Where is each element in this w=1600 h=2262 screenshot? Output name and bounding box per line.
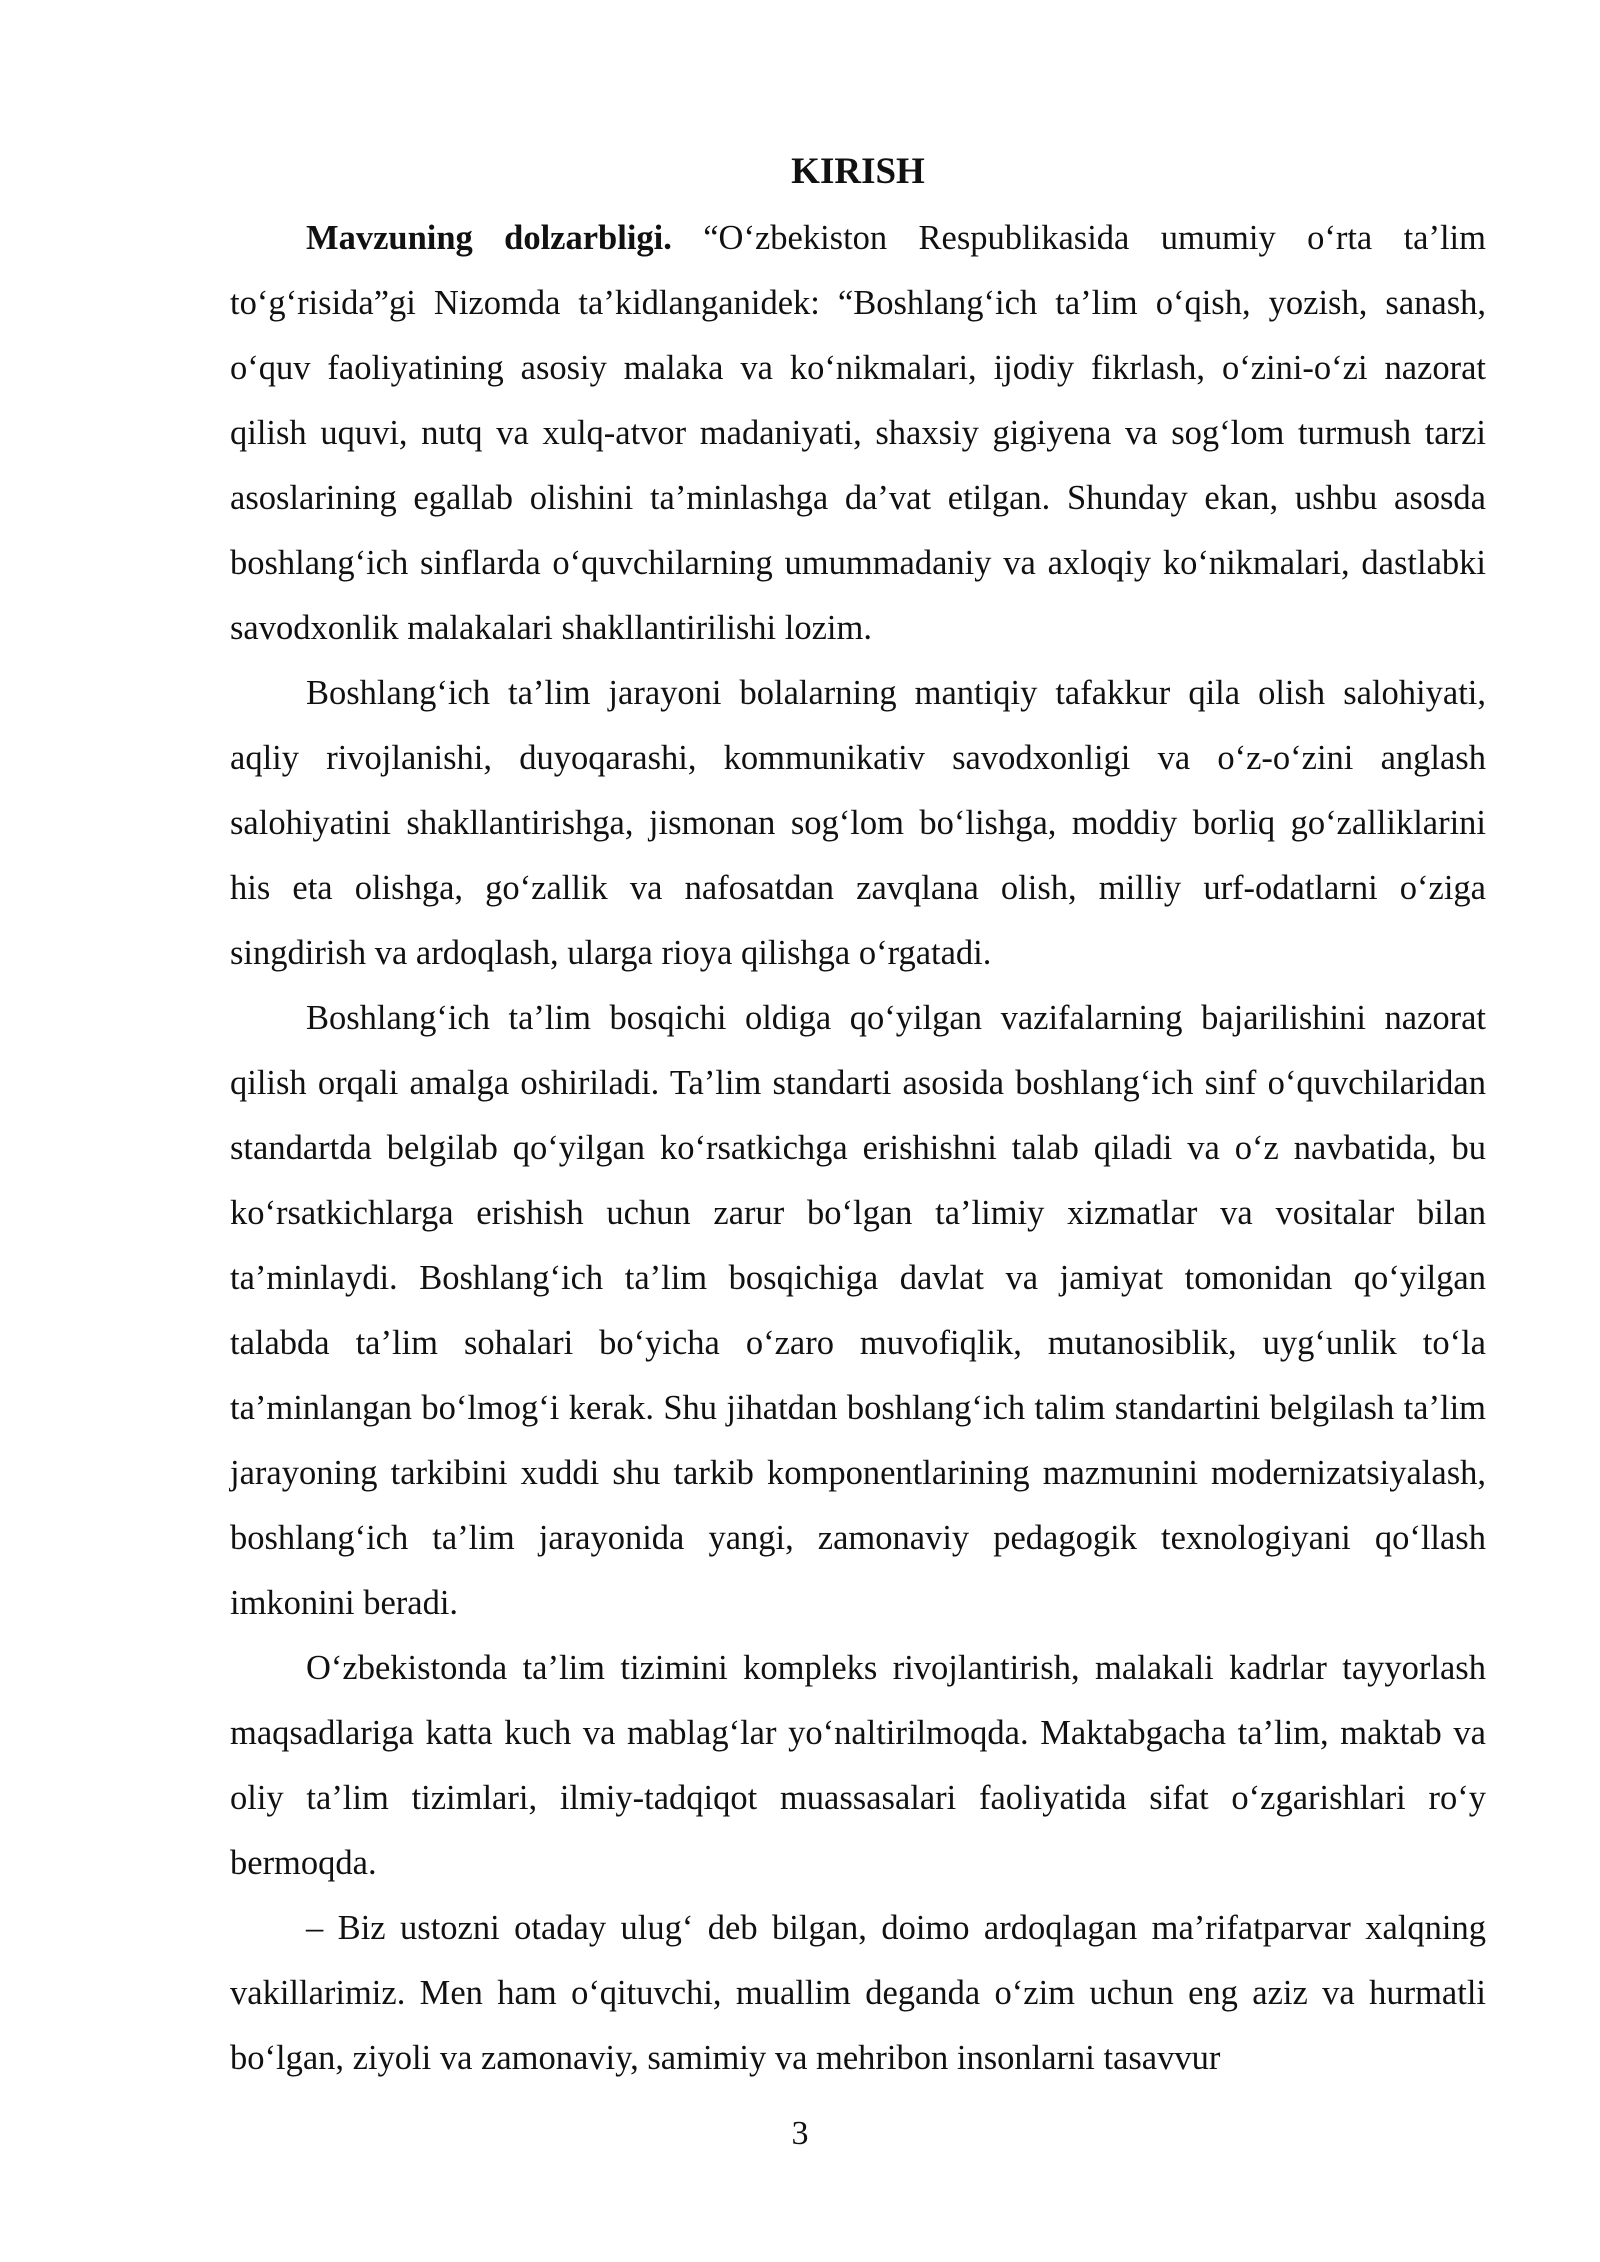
paragraph-intro bbox=[230, 206, 1486, 661]
paragraph-intro-text: “O‘zbekiston Respublikasida umumiy o‘rta ta’lim to‘g‘risida”gi Nizomda ta’kidlanganidek: “Boshlang‘ich ta’lim o‘qish, yozish, sanash, o‘quv faoliyatining asosiy malaka va ko‘nikmalari, ijodiy fikrlash, o‘zini-o‘zi nazorat qilish uquvi, nutq va xulq-atvor madaniyati, shaxsiy gigiyena va sog‘lom turmush tarzi asoslarining egallab olishini ta’minlashga da’vat etilgan. Shunday ekan, ushbu asosda boshlang‘ich sinflarda o‘quvchilarning umummadaniy va axloqiy ko‘nikmalari, dastlabki savodxonlik malakalari shakllantirilishi lozim. bbox=[230, 219, 1486, 647]
paragraph-1: Boshlang‘ich ta’lim jarayoni bolalarning mantiqiy tafakkur qila olish salohiyati, aqliy rivojlanishi, duyoqarashi, kommunikativ savodxonligi va o‘z-o‘zini anglash salohiyatini shakllantirishga, jismonan sog‘lom bo‘lishga, moddiy borliq go‘zalliklarini his eta olishga, go‘zallik va nafosatdan zavqlana olish, milliy urf-odatlarni o‘ziga singdirish va ardoqlash, ularga rioya qilishga o‘rgatadi. bbox=[230, 674, 1486, 972]
page-number: 3 bbox=[791, 2115, 809, 2152]
paragraph-4: – Biz ustozni otaday ulug‘ deb bilgan, doimo ardoqlagan ma’rifatparvar xalqning vakillarimiz. Men ham o‘qituvchi, muallim deganda o‘zim uchun eng aziz va hurmatli bo‘lgan, ziyoli va zamonaviy, samimiy va mehribon insonlarni tasavvur bbox=[230, 1909, 1486, 2077]
paragraph-2: Boshlang‘ich ta’lim bosqichi oldiga qo‘yilgan vazifalarning bajarilishini nazorat qilish orqali amalga oshiriladi. Ta’lim standarti asosida boshlang‘ich sinf o‘quvchilaridan standartda belgilab qo‘yilgan ko‘rsatkichga erishishni talab qiladi va o‘z navbatida, bu ko‘rsatkichlarga erishish uchun zarur bo‘lgan ta’limiy xizmatlar va vositalar bilan ta’minlaydi. Boshlang‘ich ta’lim bosqichiga davlat va jamiyat tomonidan qo‘yilgan talabda ta’lim sohalari bo‘yicha o‘zaro muvofiqlik, mutanosiblik, uyg‘unlik to‘la ta’minlangan bo‘lmog‘i kerak. Shu jihatdan boshlang‘ich talim standartini belgilash ta’lim jarayoning tarkibini xuddi shu tarkib komponentlarining mazmunini modernizatsiyalash, boshlang‘ich ta’lim jarayonida yangi, zamonaviy pedagogik texnologiyani qo‘llash imkonini beradi. bbox=[230, 999, 1486, 1622]
document-body bbox=[230, 140, 1486, 2091]
section-title: KIRISH bbox=[791, 151, 925, 192]
paragraph-lead: Mavzuning dolzarbligi. bbox=[306, 219, 672, 257]
paragraph-3: O‘zbekistonda ta’lim tizimini kompleks rivojlantirish, malakali kadrlar tayyorlash maqsadlariga katta kuch va mablag‘lar yo‘naltirilmoqda. Maktabgacha ta’lim, maktab va oliy ta’lim tizimlari, ilmiy-tadqiqot muassasalari faoliyatida sifat o‘zgarishlari ro‘y bermoqda. bbox=[230, 1649, 1486, 1882]
